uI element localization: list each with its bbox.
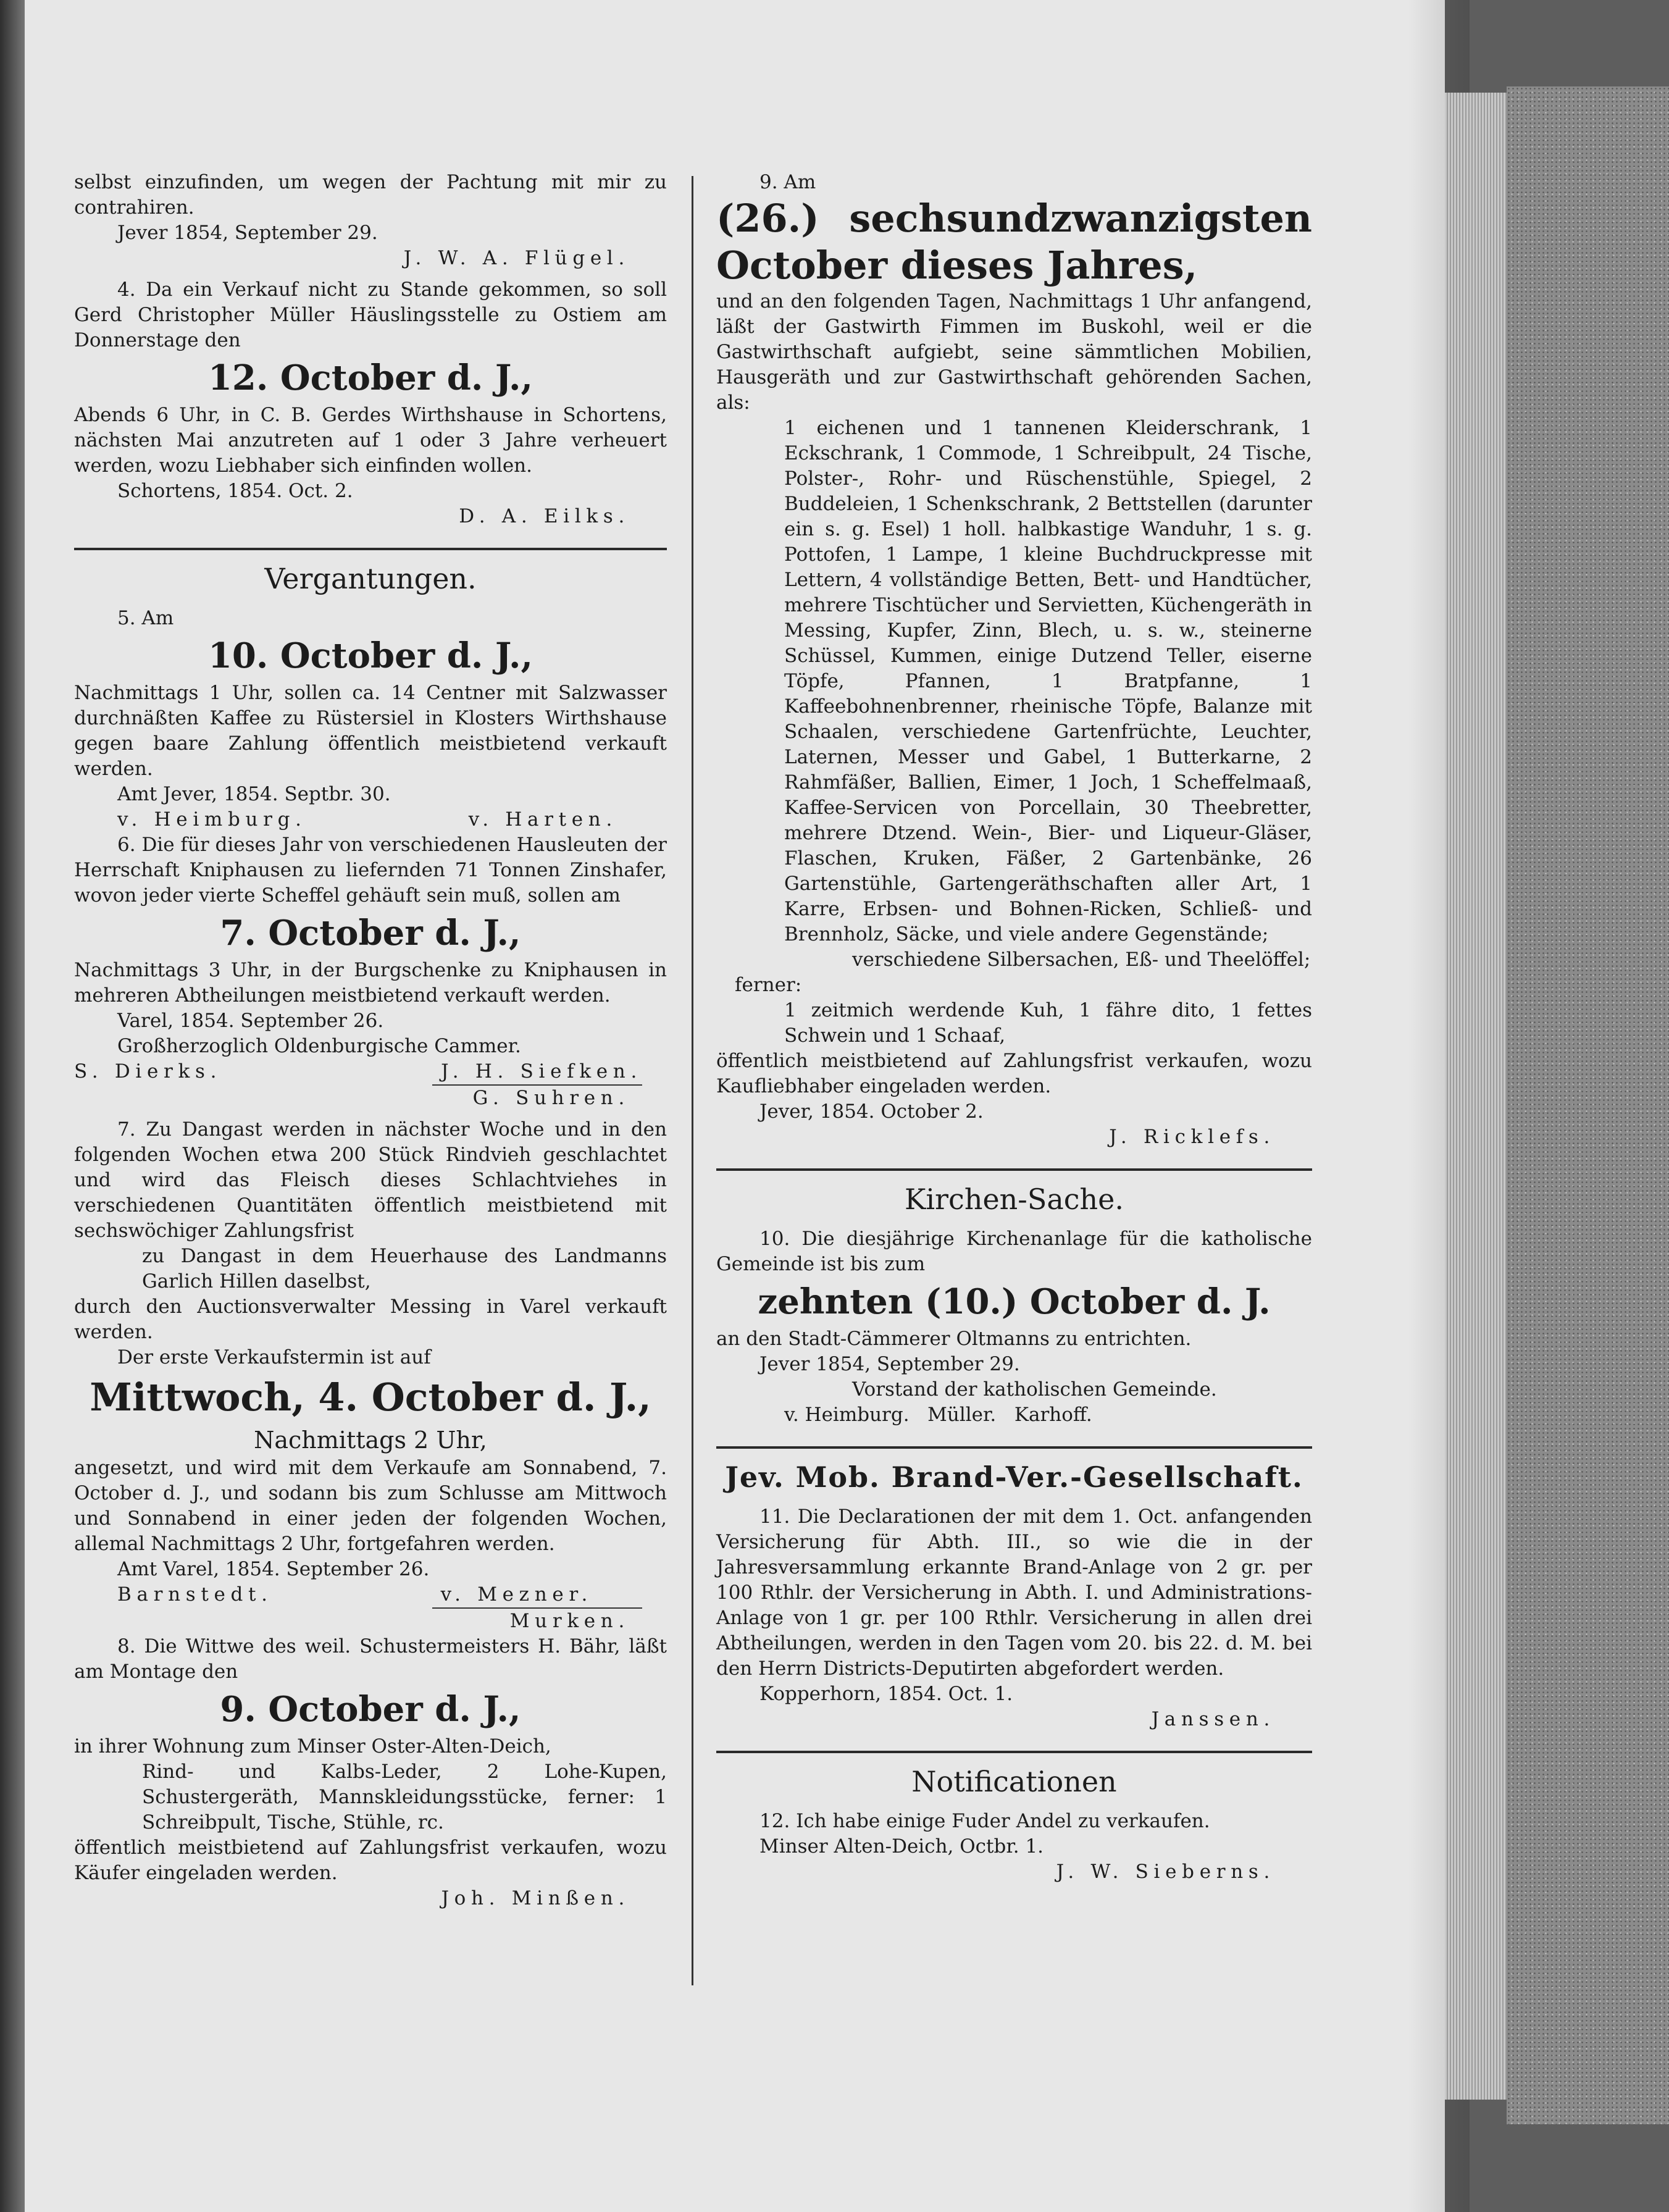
section-heading-kirchen-sache: Kirchen-Sache. [904, 1183, 1124, 1216]
left-column [74, 170, 667, 1911]
notice-4-date: 12. October d. J., [207, 358, 533, 398]
notice-9-items-3: 1 zeitmich werdende Kuh, 1 fähre dito, 1 fettes Schwein und 1 Schaaf, [784, 999, 1312, 1047]
notice-7-text-4: angesetzt, und wird mit dem Verkaufe am Sonnabend, 7. October d. J., und sodann bis zum Schlusse am Mittwoch und Sonnabend in einer jeden der folgenden Wochen, allemal Nachmittags 2 Uhr, fortgefahren werden. [74, 1457, 667, 1555]
notice-9-place: Jever, 1854. October 2. [759, 1100, 984, 1123]
notice-5-date: 10. October d. J., [207, 635, 533, 676]
notice-7-place: Amt Varel, 1854. September 26. [117, 1558, 430, 1580]
notice-10-place: Jever 1854, September 29. [759, 1353, 1020, 1375]
notice-6-signature-3: G. Suhren. [472, 1087, 630, 1109]
notice-4-text: Abends 6 Uhr, in C. B. Gerdes Wirthshause in Schortens, nächsten Mai anzutreten auf 1 oder 3 Jahre verheuert werden, wozu Liebhaber sich einfinden wollen. [74, 404, 667, 477]
notice-9-date: (26.) sechsundzwanzigsten October dieses Jahres, [716, 196, 1312, 288]
section-rule-2 [716, 1168, 1312, 1171]
notice-11-signature: Janssen. [1151, 1708, 1275, 1730]
notice-10-office: Vorstand der katholischen Gemeinde. [852, 1378, 1217, 1401]
column-divider [692, 176, 693, 1985]
notice-8-text-2: in ihrer Wohnung zum Minser Oster-Alten-Deich, [74, 1735, 551, 1757]
previous-page-edge [0, 0, 25, 2212]
notice-9-items: 1 eichenen und 1 tannenen Kleiderschrank, 1 Eckschrank, 1 Commode, 1 Schreibpult, 24 Tische, Polster-, Rohr- und Rüschenstühle, Spiegel, 2 Buddeleien, 1 Schenkschrank, 2 Bettstellen (darunter ein s. g. Esel) 1 holl. halbkastige Wanduhr, 1 s. g. Pottofen, 1 Lampe, 1 kleine Buchdruckpresse mit Lettern, 4 vollständige Betten, Bett- und Handtücher, mehrere Tischtücher und Servietten, Küchengeräth in Messing, Kupfer, Zinn, Blech, u. s. w., steinerne Schüssel, Kummen, einige Dutzend Teller, eiserne Töpfe, Pfannen, 1 Bratpfanne, 1 Kaffeebohnenbrenner, rheinische Töpfe, Balanze mit Schaalen, verschiedene Gartenfrüchte, Leuchter, Laternen, Messer und Gabel, 1 Butterkarne, 2 Rahmfäßer, Ballien, Eimer, 1 Joch, 1 Scheffelmaaß, Kaffee-Servicen von Porcellain, 30 Theebretter, mehrere Dtzend. Wein-, Bier- und Liqueur-Gläser, Flaschen, Kruken, Fäßer, 2 Gartenbänke, 26 Gartenstühle, Gartengeräthschaften aller Art, 1 Karre, Erbsen- und Bohnen-Ricken, Schließ- und Brennholz, Säcke, und viele andere Gegenstände; [784, 417, 1312, 945]
notice-8-text-3: öffentlich meistbietend auf Zahlungsfrist verkaufen, wozu Käufer eingeladen werden. [74, 1837, 667, 1884]
notice-8-items: Rind- und Kalbs-Leder, 2 Lohe-Kupen, Schustergeräth, Mannskleidungsstücke, ferner: 1 Schreibpult, Tische, Stühle, rc. [142, 1761, 667, 1833]
notice-5-text: Nachmittags 1 Uhr, sollen ca. 14 Centner mit Salzwasser durchnäßten Kaffee zu Rüstersiel in Klosters Wirthshause gegen baare Zahlung öffentlich meistbietend verkauft werden. [74, 682, 667, 780]
section-heading-brand-gesellschaft: Jev. Mob. Brand-Ver.-Gesellschaft. [725, 1460, 1303, 1494]
notice-8-signature: Joh. Minßen. [441, 1887, 630, 1909]
notice-9-signature: J. Ricklefs. [1109, 1126, 1275, 1148]
notice-7-signature-3: Murken. [509, 1610, 630, 1632]
notice-7-text: 7. Zu Dangast werden in nächster Woche und in den folgenden Wochen etwa 200 Stück Rindvieh geschlachtet und wird das Fleisch dieses Schlachtviehes in verschiedenen Quantitäten öffentlich meistbietend mit sechswöchiger Zahlungsfrist [74, 1118, 667, 1242]
notice-7-signature-2: v. Mezner. [440, 1583, 593, 1606]
notice-10-date: zehnten (10.) October d. J. [758, 1281, 1271, 1322]
section-heading-vergantungen: Vergantungen. [264, 562, 477, 595]
notice-9-text: und an den folgenden Tagen, Nachmittags 1 Uhr anfangend, läßt der Gastwirth Fimmen im Buskohl, weil er die Gastwirthschaft aufgiebt, seine sämmtlichen Mobilien, Hausgeräth und zur Gastwirthschaft gehörenden Sachen, als: [716, 290, 1312, 414]
notice-8-date: 9. October d. J., [220, 1689, 521, 1730]
notice-8-text: 8. Die Wittwe des weil. Schustermeisters H. Bähr, läßt am Montage den [74, 1635, 667, 1683]
notice-5-place: Amt Jever, 1854. Septbr. 30. [117, 783, 391, 805]
notice-6-place: Varel, 1854. September 26. [117, 1010, 384, 1032]
notice-3-place: Jever 1854, September 29. [117, 222, 378, 244]
notice-12-place: Minser Alten-Deich, Octbr. 1. [759, 1835, 1044, 1858]
notice-10-signatures: v. Heimburg. Müller. Karhoff. [784, 1404, 1092, 1426]
section-rule [74, 548, 667, 550]
notice-6-date: 7. October d. J., [220, 913, 521, 953]
notice-5-am: 5. Am [117, 607, 174, 629]
section-rule-4 [716, 1751, 1312, 1753]
notice-4-place: Schortens, 1854. Oct. 2. [117, 480, 353, 502]
notice-7-signature-1: Barnstedt. [117, 1583, 273, 1606]
notice-12-signature: J. W. Sieberns. [1056, 1861, 1275, 1883]
notice-11-place: Kopperhorn, 1854. Oct. 1. [759, 1683, 1013, 1705]
notice-12-text: 12. Ich habe einige Fuder Andel zu verkaufen. [759, 1810, 1210, 1832]
notice-6-text: 6. Die für dieses Jahr von verschiedenen Hausleuten der Herrschaft Kniphausen zu liefernden 71 Tonnen Zinshafer, wovon jeder vierte Scheffel gehäuft sein muß, sollen am [74, 834, 667, 907]
notice-11-text: 11. Die Declarationen der mit dem 1. Oct. anfangenden Versicherung für Abth. III., so wie die in der Jahresversammlung erkannte Brand-Anlage von 2 gr. per 100 Rthlr. der Versicherung in Abth. I. und Administrations-Anlage von 1 gr. per 100 Rthlr. Versicherung in allen drei Abtheilungen, werden in den Tagen vom 20. bis 22. d. M. bei den Herrn Districts-Deputirten abgefordert werden. [716, 1506, 1312, 1680]
notice-7-text-2: durch den Auctionsverwalter Messing in Varel verkauft werden. [74, 1296, 667, 1343]
notice-10-text: 10. Die diesjährige Kirchenanlage für die katholische Gemeinde ist bis zum [716, 1228, 1312, 1275]
notice-4-intro: 4. Da ein Verkauf nicht zu Stande gekommen, so soll Gerd Christopher Müller Häuslingsstelle zu Ostiem am Donnerstage den [74, 279, 667, 351]
notice-6-signature-1: S. Dierks. [74, 1060, 222, 1083]
notice-7-signatures [74, 1582, 667, 1607]
notice-7-location: zu Dangast in dem Heuerhause des Landmanns Garlich Hillen daselbst, [142, 1245, 667, 1292]
notice-9-ferner: ferner: [735, 974, 802, 996]
notice-6-signatures [74, 1059, 667, 1084]
notice-9-text-2: öffentlich meistbietend auf Zahlungsfrist verkaufen, wozu Kaufliebhaber eingeladen werden. [716, 1050, 1312, 1097]
notice-6-office: Großherzoglich Oldenburgische Cammer. [117, 1035, 521, 1057]
notice-4-signature: D. A. Eilks. [459, 505, 630, 527]
notice-10-text-2: an den Stadt-Cämmerer Oltmanns zu entrichten. [716, 1328, 1192, 1350]
right-column [716, 170, 1312, 1885]
notice-6-signature-2: J. H. Siefken. [441, 1060, 642, 1083]
section-heading-notificationen: Notificationen [911, 1765, 1117, 1798]
notice-3-signature: J. W. A. Flügel. [403, 247, 630, 269]
notice-3-text: selbst einzufinden, um wegen der Pachtung mit mir zu contrahiren. [74, 171, 667, 219]
book-cover-edge [1507, 86, 1669, 2124]
notice-5-signature-1: v. Heimburg. [117, 808, 307, 831]
section-rule-3 [716, 1446, 1312, 1449]
notice-7-text-3: Der erste Verkaufstermin ist auf [117, 1346, 431, 1368]
notice-9-am: 9. Am [759, 171, 816, 193]
notice-5-signatures [74, 807, 667, 832]
notice-5-signature-2: v. Harten. [468, 808, 617, 831]
notice-7-time: Nachmittags 2 Uhr, [254, 1426, 487, 1454]
notice-7-date: Mittwoch, 4. October d. J., [90, 1375, 651, 1420]
notice-6-text-2: Nachmittags 3 Uhr, in der Burgschenke zu Kniphausen in mehreren Abtheilungen meistbietend verkauft werden. [74, 959, 667, 1007]
notice-9-items-2: verschiedene Silbersachen, Eß- und Theelöffel; [852, 949, 1311, 971]
